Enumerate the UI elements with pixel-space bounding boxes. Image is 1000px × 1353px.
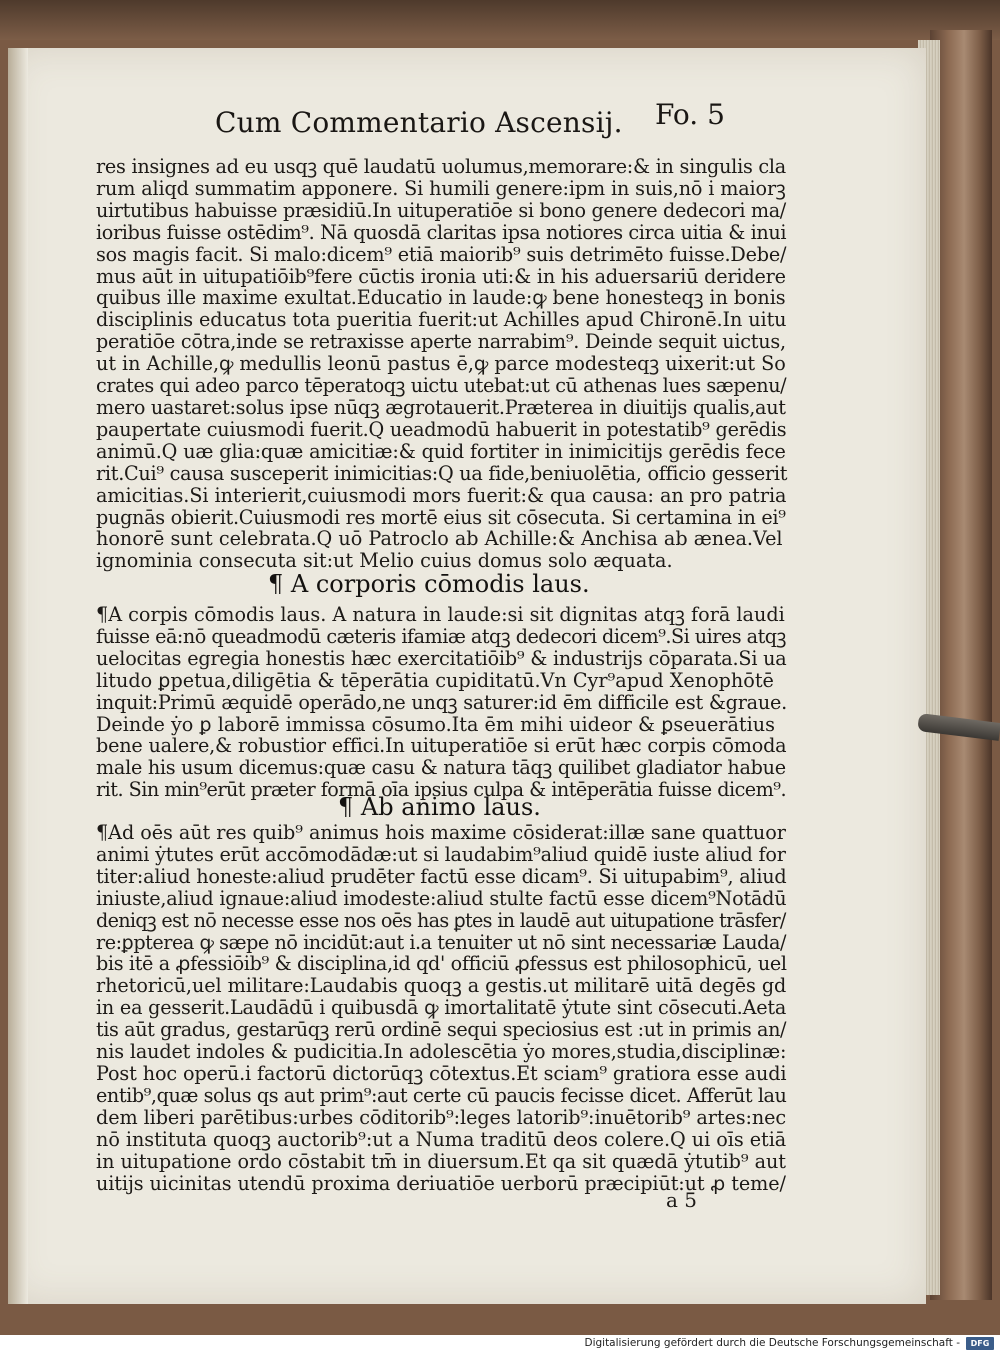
text-line: fuisse eā:nō queadmodū cæteris ifamiæ atqꝫ dedecori dicem⁹.Si uires atqꝫ [96,624,786,648]
funding-notice: Digitalisierung gefördert durch die Deutsche Forschungsgemeinschaft - [584,1337,960,1349]
text-line: dem liberi parētibus:urbes cōditorib⁹:leges latorib⁹:inuētorib⁹ artes:nec [96,1105,787,1129]
text-line: bis itē a ꝓfessiōib⁹ & disciplina,id qd' officiū ꝓfessus est philosophicū, uel [96,952,787,976]
text-line: re:ꝑpterea ꝙ sæpe nō incidūt:aut i.a tenuiter ut nō sint necessariæ Lauda/ [96,930,786,954]
text-line: litudo ꝑpetua,diligētia & tēperātia cupiditatū.Vn Cyr⁹apud Xenophōtē [96,668,774,692]
text-line: pugnās obierit.Cuiusmodi res mortē eius sit cōsecuta. Si certamina in ei⁹ [96,505,786,529]
section-heading-mind: ¶ Ab animo laus. [338,793,541,821]
text-line: Deinde ẏo ꝑ laborē immissa cōsumo.Ita ēm mihi uideor & ꝑseuerātius [96,712,775,736]
text-line: res insignes ad eu usqꝫ quē laudatū uolumus,memorare:& in singulis cla [96,155,786,178]
text-line: entib⁹,quæ solus qs aut prim⁹:aut certe cū paucis fecisse dicet. Afferūt lau [96,1083,787,1107]
text-line: rit.Cui⁹ causa susceperit inimicitias:Q ua fide,beniuolētia, officio gesserit [96,461,788,485]
text-line: honorē sunt celebrata.Q uō Patroclo ab Achille:& Anchisa ab ænea.Vel [96,527,783,551]
text-line: titer:aliud honeste:aliud prudēter factū esse dicam⁹. Si uitupabim⁹, aliud [96,864,787,888]
text-line: uitijs uicinitas utendū proxima deriuatiōe uerborū præcipiūt:ut ꝓ teme/ [96,1171,786,1195]
text-line: quibus ille maxime exultat.Educatio in laude:ꝙ bene honesteqꝫ in bonis [96,286,786,310]
text-line: sos magis facit. Si malo:dicem⁹ etiā maiorib⁹ suis detrimēto fuisse.Debe/ [96,242,787,266]
text-line: male his usum dicemus:quæ casu & natura tāqꝫ quilibet gladiator habue [96,756,786,780]
text-line: rum aliqd summatim apponere. Si humili genere:ipm in suis,nō i maiorꝫ [96,176,786,200]
text-line: uelocitas egregia honestis hæc exercitatiōib⁹ & industrijs cōparata.Si ua [96,646,787,670]
text-line: bene ualere,& robustior effici.In uituperatiōe si erūt hæc corpis cōmoda [96,734,787,758]
text-line: uirtutibus habuisse præsidiū.In uituperatiōe si bono genere dedecori ma/ [96,198,786,222]
text-line: amicitias.Si interierit,cuiusmodi mors fuerit:& qua causa: an pro patria [96,483,787,507]
binding-gutter [8,48,28,1304]
paragraph-praise-of-mind [96,821,787,1195]
dfg-logo-icon: DFG [966,1337,994,1350]
digitization-footer [0,1335,1000,1353]
text-line: animū.Q uæ glia:quæ amicitiæ:& quid fortiter in inimicitijs gerēdis fece [96,439,786,463]
text-line: ioribus fuisse ostēdim⁹. Nā quosdā claritas ipsa notiores circa uitia & inui [96,220,787,244]
signature-mark: a 5 [666,1188,698,1212]
text-line: rhetoricū,uel militare:Laudabis quoqꝫ a gestis.ut militarē uitā degēs gd [96,974,787,998]
book-cover-top [0,0,1000,40]
text-line: ¶Ad oēs aūt res quib⁹ animus hois maxime cōsiderat:illæ sane quattuor [96,821,786,844]
text-line: in uitupatione ordo cōstabit tm̄ in diuersum.Et qa sit quædā ẏtutib⁹ aut [96,1149,786,1173]
text-line: in ea gesserit.Laudādū i quibusdā ꝙ imortalitatē ẏtute sint cōsecuti.Aeta [96,996,787,1020]
text-line: disciplinis educatus tota pueritia fuerit:ut Achilles apud Chironē.In uitu [96,308,787,332]
paragraph-bodily-advantages [96,603,788,802]
text-line: mus aūt in uitupatiōib⁹fere cūctis ironia uti:& in his aduersariū deridere [96,264,786,288]
text-line: ut in Achille,ꝙ medullis leonū pastus ē,ꝙ parce modesteqꝫ uixerit:ut So [96,352,786,376]
section-heading-body: ¶ A corporis cōmodis laus. [268,570,590,598]
text-line: animi ẏtutes erūt accōmodādæ:ut si laudabim⁹aliud quidē iuste aliud for [96,842,786,866]
paragraph-praise-of-origins [96,155,788,573]
running-header-title: Cum Commentario Ascensij. [215,106,623,139]
text-line: nis laudet indoles & pudicitia.In adolescētia ẏo mores,studia,disciplinæ: [96,1040,787,1064]
text-line: Post hoc operū.i factorū dictorūqꝫ cōtextus.Et sciam⁹ gratiora esse audi [96,1061,787,1085]
text-line: tis aūt gradus, gestarūqꝫ rerū ordinē sequi speciosius est :ut in primis an/ [96,1018,787,1042]
text-line: mero uastaret:solus ipse nūqꝫ ægrotauerit.Præterea in diuitijs qualis,aut [96,395,786,419]
text-line: ignominia consecuta sit:ut Melio cuius domus solo æquata. [96,549,673,573]
text-line: ¶A corpis cōmodis laus. A natura in laude:si sit dignitas atqꝫ forā laudi [96,603,785,626]
text-line: rit. Sin min⁹erūt præter formā oīa ipsius culpa & intēperātia fuisse dicem⁹. [96,778,787,802]
text-line: nō instituta quoqꝫ auctorib⁹:ut a Numa traditū deos colere.Q ui oīs etiā [96,1127,787,1151]
text-line: inquit:Primū æquidē operādo,ne unqꝫ saturer:id ēm difficile est &graue. [96,690,788,714]
text-line: deniqꝫ est nō necesse esse nos oēs has ꝑtes in laudē aut uitupatione trāsfer/ [96,908,786,932]
folio-number: Fo. 5 [655,98,725,131]
text-line: iniuste,aliud ignaue:aliud imodeste:aliud stulte factū esse dicem⁹Notādū [96,886,787,910]
text-line: crates qui adeo parco tēperatoqꝫ uictu utebat:ut cū athenas lues sæpenu/ [96,374,787,398]
text-line: peratiōe cōtra,inde se retraxisse aperte narrabim⁹. Deinde sequit uictus, [96,330,786,354]
text-line: paupertate cuiusmodi fuerit.Q ueadmodū habuerit in potestatib⁹ gerēdis [96,417,787,441]
